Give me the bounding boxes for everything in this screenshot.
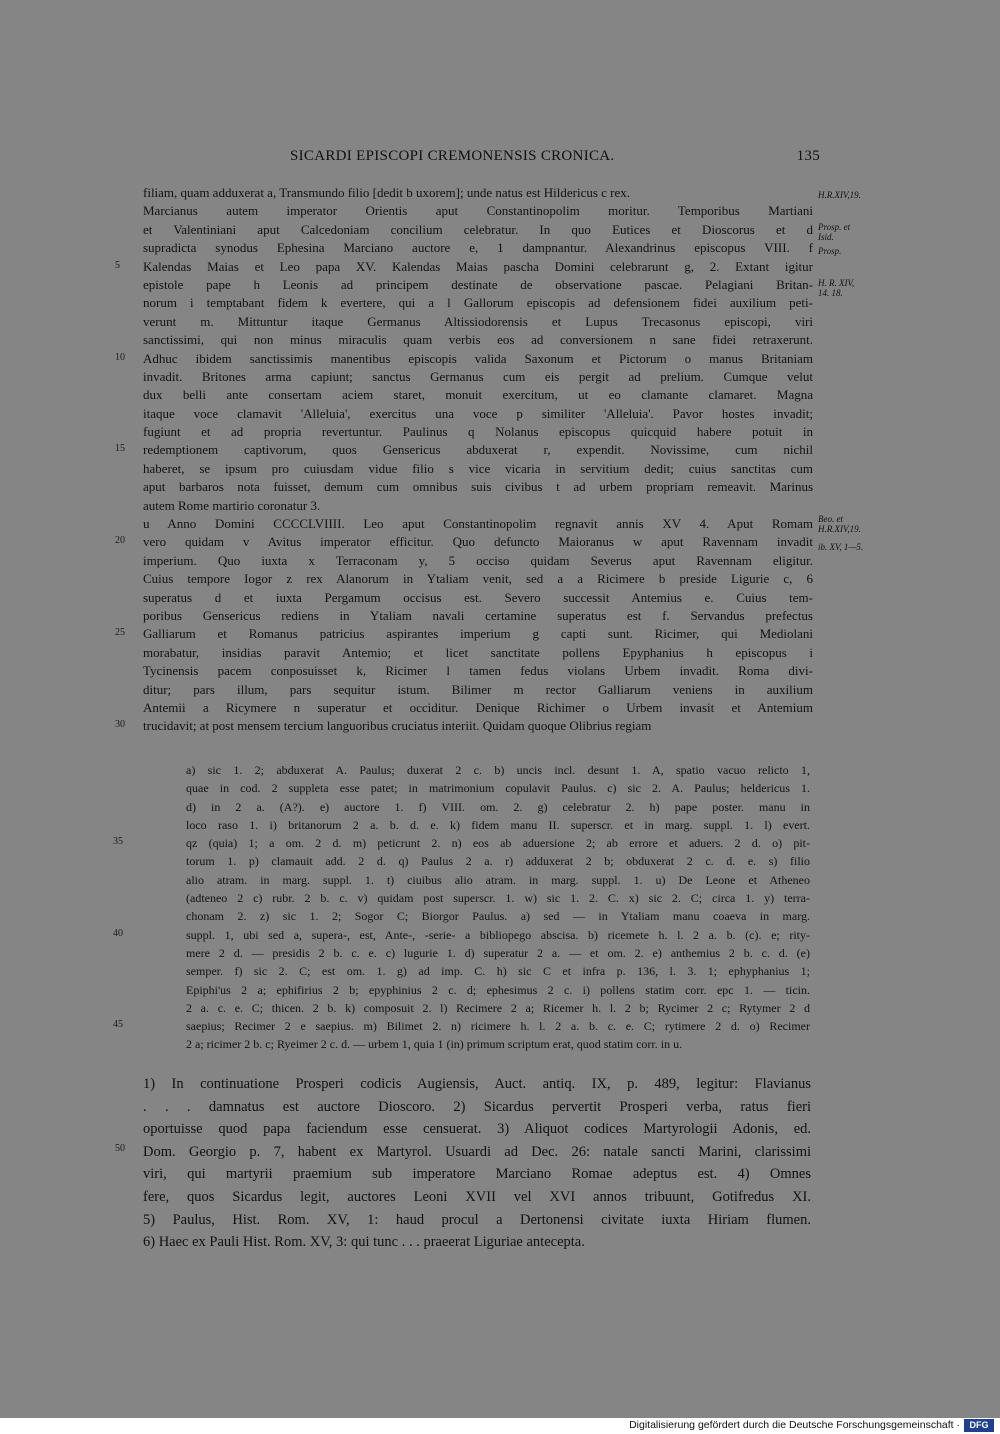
funding-text: Digitalisierung gefördert durch die Deutsche Forschungsgemeinschaft ·: [629, 1419, 960, 1431]
line-number: 15: [115, 443, 125, 455]
text-line: u Anno Domini CCCCLVIIII. Leo aput Constantinopolim regnavit annis XV 4. Aput Romam: [143, 516, 813, 532]
main-text: [115, 184, 813, 736]
line-number: 35: [113, 836, 123, 848]
text-line: ditur; pars illum, pars sequitur istum. Bilimer m rector Galliarum veniens in auxilium: [143, 681, 813, 697]
text-line: qz (quia) 1; a om. 2 d. m) peticrunt 2. n) eos ab aduersione 2; ab errore et aduers. 2 d. o) pit-: [186, 836, 810, 851]
running-header: [290, 148, 820, 168]
text-line: Dom. Georgio p. 7, habent ex Martyrol. Usuardi ad Dec. 26: natale sancti Marini, clarissimi: [143, 1143, 811, 1160]
text-line: . . . damnatus est auctore Dioscoro. 2) Sicardus pervertit Prosperi verba, ratus fieri: [143, 1098, 811, 1115]
text-line: 6) Haec ex Pauli Hist. Rom. XV, 3: qui tunc . . . praeerat Liguriae antecepta.: [143, 1234, 585, 1251]
text-line: semper. f) sic 2. C; est om. 1. g) ad imp. C. h) sic C et infra p. 136, l. 3. 1; ephyphanius 1;: [186, 964, 810, 979]
text-line: vero quidam v Avitus imperator efficitur. Quo defuncto Maioranus w aput Ravennam invadit: [143, 534, 813, 550]
text-line: Tycinensis pacem conposuisset k, Ricimer l tamen fedus violans Urbem invadit. Roma divi-: [143, 663, 813, 679]
text-line: Adhuc ibidem sanctissimis manentibus episcopis valida Saxonum et Pictorum o manus Britaniam: [143, 350, 813, 366]
line-number: 5: [115, 259, 120, 271]
line-number: 40: [113, 927, 123, 939]
text-line: 1) In continuatione Prosperi codicis Augiensis, Auct. antiq. IX, p. 489, legitur: Flavianus: [143, 1076, 811, 1092]
text-line: alio atram. in marg. suppl. 1. t) ciuibus alio atram. in marg. suppl. 1. u) De Leone et Atheneo: [186, 872, 810, 887]
text-line: trucidavit; at post mensem tercium languoribus cruciatus interiit. Quidam quoque Olibrius regiam: [143, 718, 652, 734]
text-line: fere, quos Sicardus legit, auctores Leoni XVII vel XVI annos tribuunt, Gotifredus XI.: [143, 1188, 811, 1205]
margin-note: Prosp.: [818, 246, 842, 256]
text-line: saepius; Recimer 2 e saepius. m) Bilimet 2. n) ricimere h. l. 2 a. b. c. e. C; rytimere 2 d. o) Recimer: [186, 1019, 810, 1034]
text-line: epistole pape h Leonis ad principem destinate de observatione pascae. Pelagiani Britan-: [143, 276, 813, 292]
margin-note: ib. XV, 1—5.: [818, 542, 864, 552]
margin-note: H. R. XIV,: [818, 278, 855, 288]
line-number: 30: [115, 719, 125, 731]
line-number: 50: [115, 1142, 125, 1154]
text-line: chonam 2. z) sic 1. 2; Sogor C; Biorgor Paulus. a) sed — in Ytaliam manu coaeva in marg.: [186, 909, 810, 924]
footnotes: [115, 1073, 811, 1254]
line-number: 20: [115, 535, 125, 547]
text-line: imperium. Quo iuxta x Terraconam y, 5 occiso quidam Severus aput Ravennam eligitur.: [143, 552, 813, 568]
text-line: Epiphi'us 2 a; ephifirius 2 b; epyphinius 2 c. d; ephesimus 2 c. i) pollens statim corr. epc 1. — ticin.: [186, 982, 810, 997]
text-line: 2 a. c. e. C; thicen. 2 b. k) composuit 2. l) Recimere 2 a; Ricemer h. l. 2 b; Rycimer 2 c; Rytymer 2 d: [186, 1000, 810, 1015]
line-number: 10: [115, 351, 125, 363]
margin-note: 14. 18.: [818, 288, 843, 298]
margin-note: H.R.XIV,19.: [818, 524, 861, 534]
text-line: loco raso 1. i) britanorum 2 a. b. d. e. k) fidem manu II. superscr. et in marg. suppl. 1. l) evert.: [186, 817, 810, 832]
header-title: SICARDI EPISCOPI CREMONENSIS CRONICA.: [290, 148, 615, 164]
text-line: sanctissimi, qui non minus miraculis quam verbis eos ad conversionem n sane fidei retraxerunt.: [143, 332, 813, 348]
text-line: invadit. Britones arma capiunt; sanctus Germanus cum eis pergit ad prelium. Cumque velut: [143, 368, 813, 384]
text-line: 5) Paulus, Hist. Rom. XV, 1: haud procul a Dertonensi civitate iuxta Hiriam flumen.: [143, 1211, 811, 1228]
text-line: viri, qui martyrii praemium sub imperatore Marciano Romae adeptus est. 4) Omnes: [143, 1166, 811, 1183]
line-number: 45: [113, 1019, 123, 1031]
text-line: suppl. 1, ubi sed a, supera-, est, Ante-, -serie- a bibliopego abscisa. b) ricemete h. l. 2 a. b. (c). e; rity-: [186, 927, 810, 942]
text-line: torum 1. p) clamauit add. 2 d. q) Paulus 2 a. r) adduxerat 2 b; obduxerat 2 c. d. e. s) filio: [186, 854, 810, 869]
text-line: itaque voce clamavit 'Alleluia', exercitus una voce p similiter 'Alleluia'. Pavor hostes invadit;: [143, 405, 813, 421]
text-line: poribus Gensericus rediens in Ytaliam navali certamine superatus est f. Servandus prefectus: [143, 607, 813, 623]
text-line: haberet, se ipsum pro cuiusdam vidue filio s vice vicaria in servitium dedit; cuius sanctitas cum: [143, 460, 813, 476]
text-line: verunt m. Mittuntur itaque Germanus Altissiodorensis et Lupus Trecasonus episcopi, viri: [143, 313, 813, 329]
text-line: Kalendas Maias et Leo papa XV. Kalendas Maias pascha Domini celebrarunt g, 2. Extant igitur: [143, 258, 813, 274]
text-line: morabatur, insidias paravit Antemio; et licet sanctitate pollens Epyphanius h episcopus i: [143, 644, 813, 660]
text-line: d) in 2 a. (A?). e) auctore 1. f) VIII. om. 2. g) celebratur 2. h) pape poster. manu in: [186, 799, 810, 814]
text-line: aput barbaros nota fuisset, demum cum omnibus suis civibus t ad urbem propriam remeavit. Marinus: [143, 479, 813, 495]
text-line: filiam, quam adduxerat a, Transmundo filio [dedit b uxorem]; unde natus est Hildericus c rex.: [143, 185, 631, 200]
text-line: Galliarum et Romanus patricius aspirantes imperium g capti sunt. Ricimer, qui Mediolani: [143, 626, 813, 642]
text-line: Antemii a Ricymere n superatur et occiditur. Denique Richimer o Urbem invasit et Antemium: [143, 699, 813, 715]
text-line: dux belli ante consertam aciem staret, monuit exercitum, ut eo clamante clamaret. Magna: [143, 387, 813, 403]
text-line: norum i temptabant fidem k evertere, qui a l Gallorum episcopis ad defensionem fidei auxilium peti-: [143, 295, 813, 311]
text-line: redemptionem captivorum, quos Gensericus abduxerat r, expendit. Novissime, cum nichil: [143, 442, 813, 458]
text-line: a) sic 1. 2; abduxerat A. Paulus; duxerat 2 c. b) uncis incl. desunt 1. A, spatio vacuo relicto 1,: [186, 763, 810, 777]
dfg-logo: DFG: [964, 1419, 994, 1432]
text-line: mere 2 d. — presidis 2 b. c. e. c) lugurie 1. d) superatur 2 a. — et om. 2. e) anthemius 2 b. c. d. (e): [186, 945, 810, 960]
text-line: superatus d et iuxta Pergamum occisus est. Severo successit Antemius e. Cuius tem-: [143, 589, 813, 605]
text-line: quae in cod. 2 suppleta esse patet; in matrimonium copulavit Paulus. c) sic 2. A. Paulus; heldericus 1.: [186, 781, 810, 796]
funding-bar: [0, 1418, 1000, 1434]
margin-note: H.R.XIV,19.: [818, 190, 861, 200]
critical-apparatus: [113, 761, 810, 1054]
text-line: Marcianus autem imperator Orientis aput Constantinopolim moritur. Temporibus Martiani: [143, 203, 813, 219]
text-line: 2 a; ricimer 2 b. c; Ryeimer 2 c. d. — urbem 1, quia 1 (in) primum scriptum erat, quod statim corr. in u.: [186, 1037, 683, 1052]
margin-note: Isid.: [818, 232, 834, 242]
text-line: supradicta synodus Ephesina Marciano auctore e, 1 dampnantur. Alexandrinus episcopus VIII. f: [143, 240, 813, 256]
text-line: fugiunt et ad propria revertuntur. Paulinus q Nolanus episcopus quicquid habere potuit in: [143, 424, 813, 440]
text-line: (adteneo 2 c) rubr. 2 b. c. v) quidam post superscr. 1. w) sic 1. 2. C. x) sic 2. C; circa 1. y) terra-: [186, 891, 810, 906]
margin-note: Prosp. et: [818, 222, 851, 232]
margin-note: Beo. et: [818, 514, 843, 524]
page-number: 135: [796, 148, 820, 164]
line-number: 25: [115, 627, 125, 639]
text-line: Cuius tempore Iogor z rex Alanorum in Ytaliam venit, sed a a Ricimere b preside Ligurie c, 6: [143, 571, 813, 587]
text-line: et Valentiniani aput Calcedoniam concilium celebratur. In quo Eutices et Dioscorus et d: [143, 221, 813, 237]
text-line: oportuisse quod papa faciendum esse censuerat. 3) Aliquot codices Martyrologii Adonis, ed.: [143, 1121, 811, 1138]
text-line: autem Rome martirio coronatur 3.: [143, 497, 321, 513]
